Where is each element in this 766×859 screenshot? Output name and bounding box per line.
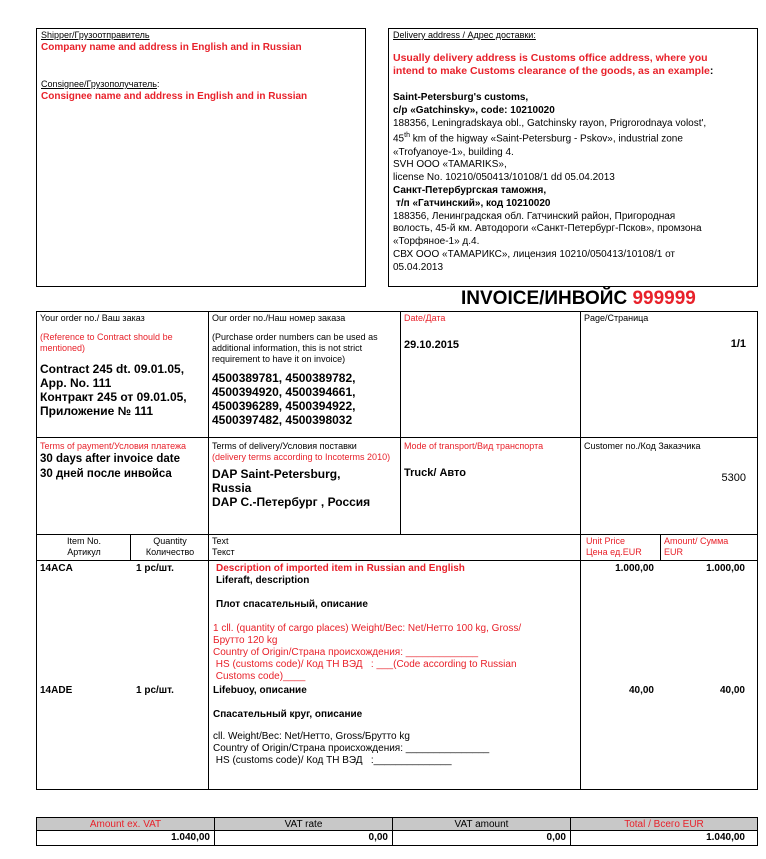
our-order-line-1: 4500389781, 4500389782, (212, 371, 356, 385)
col-header-item-ru: Артикул (67, 547, 101, 557)
item-1-code: 14ACA (40, 563, 73, 574)
payment-label: Terms of payment/Условия платежа (40, 441, 187, 451)
totals-total (571, 831, 757, 845)
item-1-amount: 1.000,00 (706, 563, 745, 574)
delivery-terms-cell (212, 441, 398, 509)
your-order-line-2: App. No. 111 (40, 376, 112, 390)
item-1-hs-1: HS (customs code)/ Код ТН ВЭД : ___(Code according to Russian (213, 659, 517, 670)
item-1-cargo: 1 cll. (quantity of cargo places) Weight/Вес: Net/Нетто 100 kg, Gross/Брутто 120 kg (213, 623, 522, 646)
svh-ru-2: 05.04.2013 (393, 261, 444, 273)
customs-en-2: c/p «Gatchinsky», code: 10210020 (393, 104, 555, 116)
transport-label: Mode of transport/Вид транспорта (404, 441, 544, 451)
totals-header-amount-ex-vat (37, 818, 215, 831)
customs-ru-2: т/п «Гатчинский», код 10210020 (396, 197, 551, 209)
our-order-note: (Purchase order numbers can be used as additional information, this is not strict requirement to have it on invoice) (212, 332, 378, 364)
item-1-origin: Country of Origin/Страна происхождения: _____________ (213, 647, 479, 658)
amount-ex-vat-label: Amount ex. VAT (89, 819, 162, 830)
delivery-address-box (388, 28, 758, 287)
customer-cell (584, 441, 746, 484)
totals-amount-ex-vat (37, 831, 215, 845)
col-header-qty (132, 536, 208, 558)
your-order-line-3: Контракт 245 от 09.01.05, (40, 390, 187, 404)
consignee-label-wrap (41, 79, 159, 90)
your-order-label: Your order no./ Ваш заказ (40, 313, 145, 323)
col-divider-item-qty (130, 534, 131, 560)
payment-line-2: 30 дней после инвойса (40, 468, 172, 480)
svh-ru-1: СВХ ООО «ТАМАРИКС», лицензия 10210/050413/10108/1 от (393, 248, 675, 260)
addr-ru-1: 188356, Ленинградская обл. Гатчинский район, Пригородная (393, 210, 676, 222)
col-divider-price-amount (660, 534, 661, 560)
vat-amount-value: 0,00 (546, 832, 566, 843)
row-divider-1 (36, 437, 758, 438)
consignee-label: Consignee/Грузополучатель (41, 79, 157, 89)
customer-value: 5300 (721, 472, 746, 484)
item-2-code: 14ADE (40, 685, 73, 696)
item-1-desc-en: Liferaft, description (216, 575, 310, 586)
shipper-value: Company name and address in English and in Russian (41, 42, 302, 53)
col-header-qty-en: Quantity (153, 536, 187, 546)
our-order-line-4: 4500397482, 4500398032 (212, 413, 353, 427)
amount-ex-vat-value: 1.040,00 (171, 832, 210, 843)
addr-en-2-num: 45 (393, 133, 405, 145)
totals-vat-rate (215, 831, 393, 845)
col-divider-c (580, 311, 581, 790)
transport-value: Truck/ Авто (404, 467, 466, 479)
shipper-label: Shipper/Грузоотправитель (41, 30, 150, 40)
col-header-text-en: Text (212, 536, 229, 546)
item-1-hs-2: Customs code)____ (213, 671, 306, 682)
page-value: 1/1 (730, 338, 746, 350)
row-divider-2 (36, 534, 758, 535)
your-order-note: (Reference to Contract should be mentioned) (40, 332, 173, 353)
totals-header-total (571, 818, 757, 831)
addr-ru-2: волость, 45-й км. Автодороги «Санкт-Петербург-Псков», промзона (393, 223, 702, 235)
addr-ru-3: «Торфяное-1» д.4. (393, 236, 480, 248)
col-header-amount-en: Amount/ Сумма (664, 536, 729, 546)
delivery-label: Delivery address / Адрес доставки: (393, 30, 536, 40)
your-order-line-1: Contract 245 dt. 09.01.05, (40, 362, 185, 376)
col-header-price-en: Unit Price (586, 536, 626, 546)
total-value: 1.040,00 (706, 832, 745, 843)
item-2-qty: 1 pc/шт. (136, 685, 174, 696)
consignee-value: Consignee name and address in English and in Russian (41, 91, 308, 102)
item-2-amount: 40,00 (719, 685, 745, 696)
col-header-amount (664, 536, 728, 558)
your-order-cell (40, 313, 206, 418)
date-cell (404, 313, 578, 351)
col-header-text (212, 536, 235, 558)
col-header-text-ru: Текст (212, 547, 235, 557)
shipper-consignee-box (36, 28, 366, 287)
delivery-note-line-1: Usually delivery address is Customs office address, where you (393, 52, 708, 64)
addr-en-2-sup: th (404, 132, 410, 140)
date-label: Date/Дата (404, 313, 446, 323)
svh-en: SVH OOO «TAMARIKS», (393, 159, 507, 171)
totals-header-vat-rate (215, 818, 393, 831)
col-header-price-ru: Цена ед.EUR (586, 547, 642, 557)
item-2-price: 40,00 (628, 685, 654, 696)
vat-rate-value: 0,00 (368, 832, 388, 843)
col-divider-qty-text (208, 534, 209, 790)
our-order-line-2: 4500394920, 4500394661, (212, 385, 356, 399)
item-1-text (213, 563, 575, 683)
your-order-line-4: Приложение № 111 (40, 404, 154, 418)
delivery-terms-line-1: DAP Saint-Petersburg, (212, 467, 341, 481)
col-header-item (40, 536, 128, 558)
addr-en-2-rest: km of the higway «Saint-Petersburg - Pskov», industrial zone (409, 133, 683, 145)
delivery-note (393, 52, 713, 78)
vat-rate-label: VAT rate (284, 819, 323, 830)
item-1-desc-note: Description of imported item in Russian and English (216, 563, 465, 574)
col-divider-b (400, 311, 401, 534)
col-header-price (586, 536, 642, 558)
delivery-note-line-2-wrap (393, 65, 713, 78)
consignee-label-suffix: : (156, 79, 160, 89)
col-header-qty-ru: Количество (145, 547, 195, 557)
delivery-terms-label: Terms of delivery/Условия поставки (212, 441, 357, 451)
totals-table (36, 817, 758, 846)
totals-header-vat-amount (393, 818, 571, 831)
invoice-number: 999999 (632, 288, 696, 309)
col-header-item-en: Item No. (66, 536, 101, 546)
item-1-price: 1.000,00 (615, 563, 654, 574)
delivery-note-colon: : (709, 65, 714, 77)
item-1-qty: 1 pc/шт. (136, 563, 174, 574)
delivery-terms-line-2: Russia (212, 481, 252, 495)
item-2-text (213, 685, 575, 767)
addr-en-2 (393, 130, 757, 146)
customs-en-1: Saint-Petersburg's customs, (393, 92, 529, 103)
vat-amount-label: VAT amount (454, 819, 509, 830)
transport-cell (404, 441, 578, 479)
our-order-line-3: 4500396289, 4500394922, (212, 399, 356, 413)
delivery-terms-note: (delivery terms according to Incoterms 2010) (212, 452, 391, 462)
delivery-address-block (393, 92, 757, 274)
item-1-desc-ru: Плот спасательный, описание (216, 599, 368, 610)
our-order-cell (212, 313, 398, 427)
invoice-title (461, 288, 696, 310)
item-2-desc-en: Lifebuoy, описание (213, 685, 307, 696)
payment-cell (40, 441, 206, 482)
customer-label: Customer no./Код Заказчика (584, 441, 701, 451)
payment-line-1: 30 days after invoice date (40, 453, 180, 465)
totals-vat-amount (393, 831, 571, 845)
col-header-amount-ru: EUR (664, 547, 684, 557)
addr-en-3: «Trofyanoye-1», building 4. (393, 146, 514, 158)
col-divider-a (208, 311, 209, 534)
date-value: 29.10.2015 (404, 339, 460, 351)
item-2-cargo: cll. Weight/Вес: Net/Нетто, Gross/Брутто kg (213, 731, 410, 742)
delivery-terms-line-3: DAP С.-Петербург , Россия (212, 495, 371, 509)
invoice-title-text: INVOICE/ИНВОЙС (461, 288, 628, 309)
our-order-label: Our order no./Наш номер заказа (212, 313, 346, 323)
page-cell (584, 313, 746, 350)
total-label: Total / Всего EUR (624, 819, 704, 830)
addr-en-1: 188356, Leningradskaya obl., Gatchinsky rayon, Prigrorodnaya volost', (393, 117, 707, 129)
customs-ru-1: Санкт-Петербургская таможня, (393, 184, 547, 196)
item-2-origin: Country of Origin/Страна происхождения: _______________ (213, 743, 490, 754)
item-2-hs: HS (customs code)/ Код ТН ВЭД :______________ (213, 755, 452, 766)
license-en: license No. 10210/050413/10108/1 dd 05.04.2013 (393, 172, 615, 184)
delivery-note-line-2: intend to make Customs clearance of the goods, as an example (393, 65, 710, 77)
item-2-desc-ru: Спасательный круг, описание (213, 709, 363, 720)
row-divider-3 (36, 560, 758, 561)
page-label: Page/Страница (584, 313, 649, 323)
